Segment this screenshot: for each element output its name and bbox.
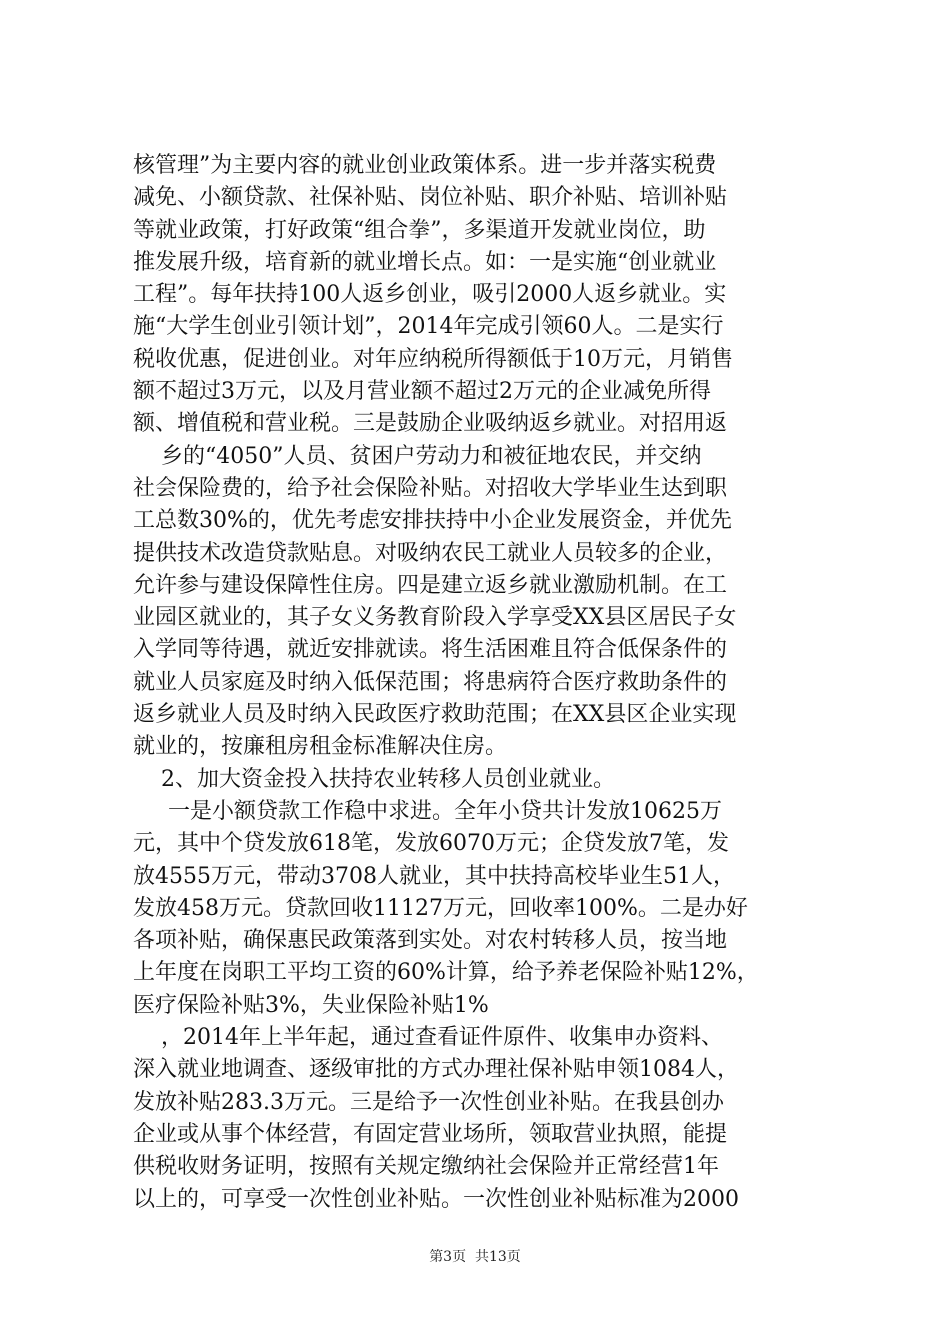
page-number: 第3页 共13页 [429, 1249, 521, 1265]
page-footer [0, 1247, 950, 1267]
paragraph-policy-system [133, 150, 833, 441]
text-line: 核管理”为主要内容的就业创业政策体系。进一步并落实税费 [133, 153, 717, 178]
text-line: 工程”。每年扶持100人返乡创业，吸引2000人返乡就业。实 [133, 282, 727, 308]
text-line: 企业或从事个体经营，有固定营业场所，领取营业执照，能提 [133, 1121, 728, 1147]
text-line: 供税收财务证明，按照有关规定缴纳社会保险并正常经营1年 [133, 1154, 719, 1180]
paragraph-subsidies [133, 1022, 833, 1216]
text-line: 放4555万元，带动3708人就业，其中扶持高校毕业生51人， [133, 863, 735, 889]
text-line: 以上的，可享受一次性创业补贴。一次性创业补贴标准为2000 [133, 1186, 739, 1212]
text-line: 元，其中个贷发放618笔，发放6070万元；企贷发放7笔，发 [133, 831, 729, 857]
text-line: 额不超过3万元，以及月营业额不超过2万元的企业减免所得 [133, 379, 711, 405]
text-line: 提供技术改造贷款贴息。对吸纳农民工就业人员较多的企业， [133, 540, 728, 566]
text-line: 额、增值税和营业税。三是鼓励企业吸纳返乡就业。对招用返 [133, 411, 728, 437]
body-text [133, 150, 833, 1216]
text-line: 就业人员家庭及时纳入低保范围；将患病符合医疗救助条件的 [133, 669, 728, 695]
text-line: 允许参与建设保障性住房。四是建立返乡就业激励机制。在工 [133, 572, 728, 598]
text-line: 深入就业地调查、逐级审批的方式办理社保补贴申领1084人， [133, 1057, 739, 1083]
text-line: 一是小额贷款工作稳中求进。全年小贷共计发放10625万 [133, 798, 722, 824]
text-line: 税收优惠，促进创业。对年应纳税所得额低于10万元，月销售 [133, 346, 733, 372]
text-line: 工总数30%的，优先考虑安排扶持中小企业发展资金，并优先 [133, 508, 732, 534]
text-line: 发放补贴283.3万元。三是给予一次性创业补贴。在我县创办 [133, 1089, 724, 1115]
text-line: 返乡就业人员及时纳入民政医疗救助范围；在XX县区企业实现 [133, 702, 737, 728]
text-line: 上年度在岗职工平均工资的60%计算，给予养老保险补贴12%， [133, 960, 759, 986]
paragraph-returnee-incentives [133, 441, 833, 764]
section-heading-text: 2、加大资金投入扶持农业转移人员创业就业。 [133, 766, 615, 792]
text-line: 医疗保险补贴3%，失业保险补贴1% [133, 992, 489, 1018]
text-line: 推发展升级，培育新的就业增长点。如：一是实施“创业就业 [133, 249, 717, 275]
text-line: 就业的，按廉租房租金标准解决住房。 [133, 734, 508, 760]
text-line: 社会保险费的，给予社会保险补贴。对招收大学毕业生达到职 [133, 475, 728, 501]
text-line: ，2014年上半年起，通过查看证件原件、收集申办资料、 [133, 1025, 723, 1051]
text-line: 发放458万元。贷款回收11127万元，回收率100%。二是办好 [133, 895, 748, 921]
text-line: 业园区就业的，其子女义务教育阶段入学享受XX县区居民子女 [133, 605, 737, 631]
text-line: 施“大学生创业引领计划”，2014年完成引领60人。二是实行 [133, 314, 724, 340]
text-line: 等就业政策，打好政策“组合拳”，多渠道开发就业岗位，助 [133, 217, 706, 243]
section-heading [133, 764, 833, 796]
paragraph-microloans [133, 796, 833, 1022]
text-line: 乡的“4050”人员、贫困户劳动力和被征地农民，并交纳 [133, 443, 702, 469]
text-line: 各项补贴，确保惠民政策落到实处。对农村转移人员，按当地 [133, 928, 728, 954]
text-line: 入学同等待遇，就近安排就读。将生活困难且符合低保条件的 [133, 637, 728, 663]
text-line: 减免、小额贷款、社保补贴、岗位补贴、职介补贴、培训补贴 [133, 185, 728, 211]
